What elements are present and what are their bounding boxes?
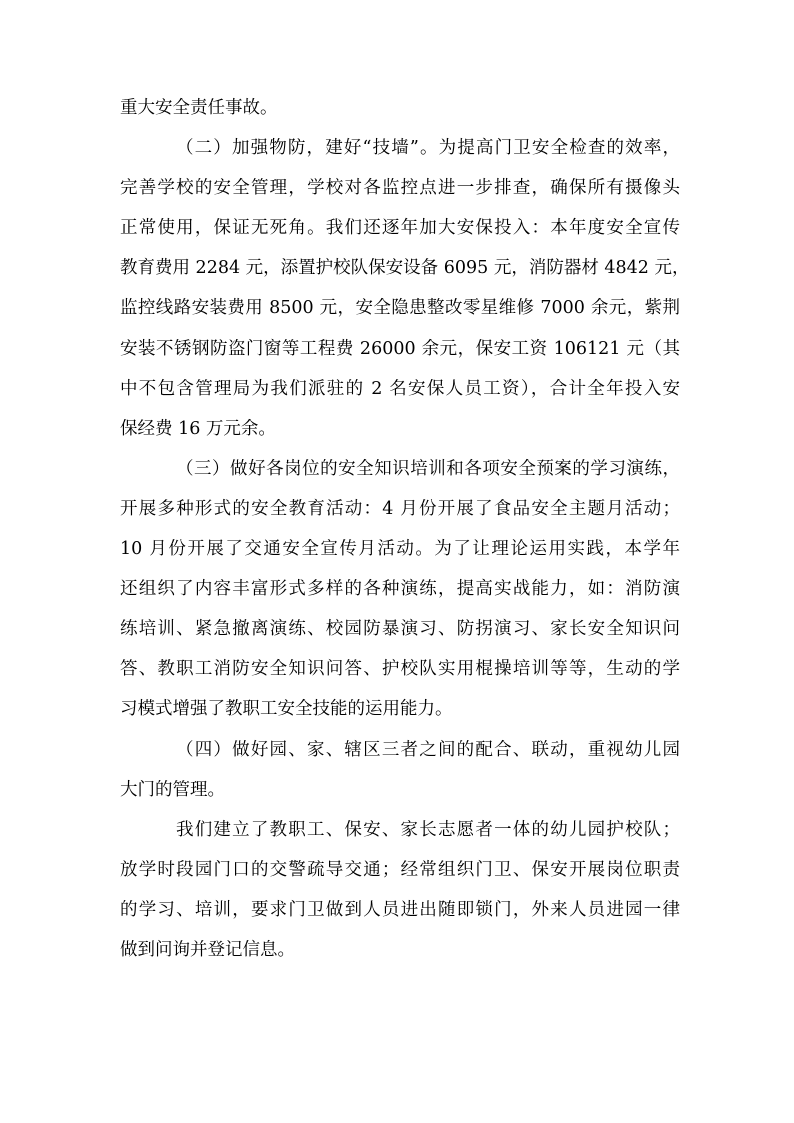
- text-line: 安装不锈钢防盗门窗等工程费 26000 余元，保安工资 106121 元（其: [120, 338, 680, 359]
- text-line: 开展多种形式的安全教育活动：4 月份开展了食品安全主题月活动；: [120, 498, 680, 519]
- text-line: （三）做好各岗位的安全知识培训和各项安全预案的学习演练，: [176, 458, 680, 479]
- document-page: [120, 88, 690, 970]
- text-line: 重大安全责任事故。: [120, 98, 278, 118]
- text-line: 10 月份开展了交通安全宣传月活动。为了让理论运用实践，本学年: [120, 539, 680, 560]
- text-line: 我们建立了教职工、保安、家长志愿者一体的幼儿园护校队；: [176, 819, 680, 840]
- text-line: 中不包含管理局为我们派驻的 2 名安保人员工资），合计全年投入安: [120, 378, 680, 399]
- text-line: 放学时段园门口的交警疏导交通；经常组织门卫、保安开展岗位职责: [120, 859, 680, 880]
- text-line: （二）加强物防，建好“技墙”。为提高门卫安全检查的效率，: [176, 138, 680, 159]
- text-line: 的学习、培训，要求门卫做到人员进出随即锁门，外来人员进园一律: [120, 899, 680, 920]
- text-line: （四）做好园、家、辖区三者之间的配合、联动，重视幼儿园: [176, 739, 680, 760]
- text-line: 完善学校的安全管理，学校对各监控点进一步排查，确保所有摄像头: [120, 178, 680, 199]
- text-line: 答、教职工消防安全知识问答、护校队实用棍操培训等等，生动的学: [120, 659, 680, 680]
- text-line: 习模式增强了教职工安全技能的运用能力。: [120, 699, 453, 720]
- text-line: 练培训、紧急撤离演练、校园防暴演习、防拐演习、家长安全知识问: [120, 619, 680, 640]
- text-line: 大门的管理。: [120, 779, 225, 800]
- text-line: 保经费 16 万元余。: [120, 418, 276, 439]
- document-body: [120, 88, 690, 970]
- text-line: 监控线路安装费用 8500 元，安全隐患整改零星维修 7000 余元，紫荆: [120, 298, 680, 319]
- text-line: 做到问询并登记信息。: [120, 939, 295, 960]
- text-line: 正常使用，保证无死角。我们还逐年加大安保投入：本年度安全宣传: [120, 218, 680, 239]
- text-line: 教育费用 2284 元，添置护校队保安设备 6095 元，消防器材 4842 元，: [120, 258, 690, 279]
- text-line: 还组织了内容丰富形式多样的各种演练，提高实战能力，如：消防演: [120, 579, 680, 600]
